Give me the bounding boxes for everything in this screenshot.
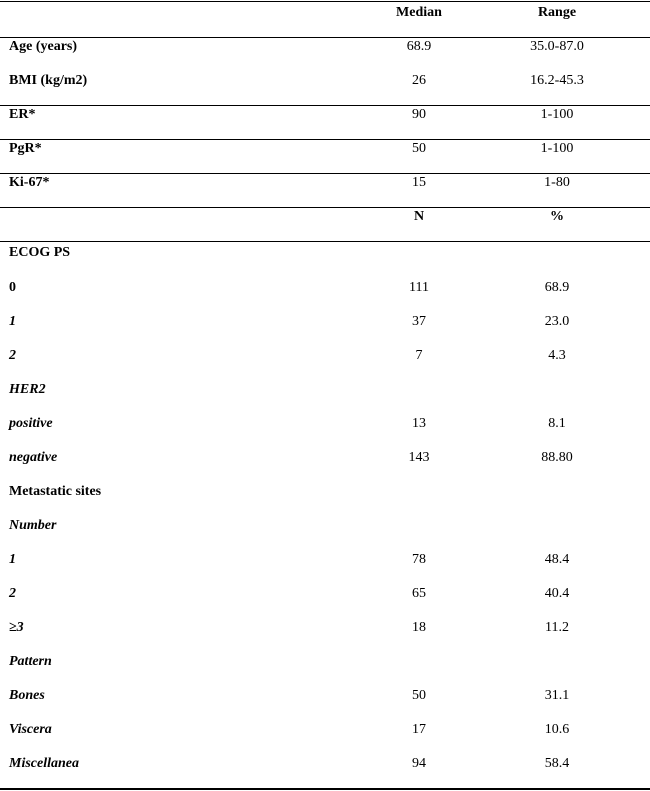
- row-median: 50: [412, 141, 426, 156]
- row-pct: 4.3: [548, 348, 566, 363]
- subsection-title: Pattern: [9, 654, 52, 669]
- row-median: 15: [412, 175, 426, 190]
- row-n: 143: [408, 450, 430, 465]
- row-pct: 8.1: [548, 416, 566, 431]
- row-label: 2: [9, 586, 16, 601]
- table-row: [0, 407, 650, 441]
- bottom-rule: [0, 788, 650, 790]
- section-title-metastatic: [0, 475, 650, 509]
- row-label: 0: [9, 280, 16, 295]
- table-row-pgr: [0, 132, 650, 166]
- row-pct: 88.80: [541, 450, 573, 465]
- row-n: 7: [415, 348, 423, 363]
- row-label: negative: [9, 450, 58, 465]
- row-n: 18: [412, 620, 426, 635]
- row-label: Ki-67*: [9, 175, 50, 190]
- table-row: [0, 441, 650, 475]
- row-median: 90: [412, 107, 426, 122]
- section-title-ecog: [0, 236, 650, 270]
- row-label: Bones: [9, 688, 45, 703]
- row-n: 13: [412, 416, 426, 431]
- table-row-age: [0, 30, 650, 64]
- section-title-her2: [0, 373, 650, 407]
- header-median: Median: [396, 5, 442, 20]
- row-median: 68.9: [406, 39, 432, 54]
- row-pct: 10.6: [544, 722, 570, 737]
- row-range: 35.0-87.0: [530, 39, 584, 54]
- subheader-pct: %: [550, 209, 564, 224]
- row-label: PgR*: [9, 141, 42, 156]
- table-row: [0, 611, 650, 645]
- row-label: positive: [9, 416, 53, 431]
- table-row: [0, 713, 650, 747]
- table-row: [0, 747, 650, 781]
- table-row-bmi: [0, 64, 650, 98]
- row-n: 111: [409, 280, 429, 295]
- section-title: ECOG PS: [9, 245, 71, 260]
- header-range: Range: [537, 5, 577, 20]
- row-range: 1-100: [540, 141, 574, 156]
- row-n: 78: [412, 552, 426, 567]
- table-row: [0, 543, 650, 577]
- table-row: [0, 679, 650, 713]
- row-range: 1-100: [540, 107, 574, 122]
- table-row-ki67: [0, 166, 650, 200]
- row-n: 17: [412, 722, 426, 737]
- row-label: 1: [9, 552, 16, 567]
- subheader-n: N: [413, 209, 425, 224]
- subsection-title-number: [0, 509, 650, 543]
- row-label: ≥3: [9, 620, 24, 635]
- subsection-title: Number: [9, 518, 57, 533]
- row-pct: 58.4: [544, 756, 570, 771]
- row-pct: 48.4: [544, 552, 570, 567]
- subheader-row: [0, 200, 650, 234]
- section-title: Metastatic sites: [9, 484, 102, 499]
- row-label: Miscellanea: [9, 756, 79, 771]
- row-n: 65: [412, 586, 426, 601]
- row-label: Age (years): [9, 39, 78, 54]
- row-pct: 68.9: [544, 280, 570, 295]
- table-row: [0, 305, 650, 339]
- header-row: [0, 0, 650, 30]
- row-n: 50: [412, 688, 426, 703]
- row-label: Viscera: [9, 722, 52, 737]
- row-range: 1-80: [544, 175, 570, 190]
- section-title: HER2: [9, 382, 46, 397]
- row-label: BMI (kg/m2): [9, 73, 88, 88]
- row-label: ER*: [9, 107, 36, 122]
- table-row: [0, 339, 650, 373]
- row-median: 26: [412, 73, 426, 88]
- header-label-cell: [9, 0, 339, 30]
- row-pct: 23.0: [544, 314, 570, 329]
- row-n: 37: [412, 314, 426, 329]
- table-row: [0, 577, 650, 611]
- row-n: 94: [412, 756, 426, 771]
- row-pct: 40.4: [544, 586, 570, 601]
- row-range: 16.2-45.3: [530, 73, 584, 88]
- table-row: [0, 271, 650, 305]
- row-pct: 11.2: [545, 620, 569, 635]
- row-pct: 31.1: [544, 688, 570, 703]
- row-label: 2: [9, 348, 16, 363]
- table-row-er: [0, 98, 650, 132]
- subsection-title-pattern: [0, 645, 650, 679]
- row-label: 1: [9, 314, 16, 329]
